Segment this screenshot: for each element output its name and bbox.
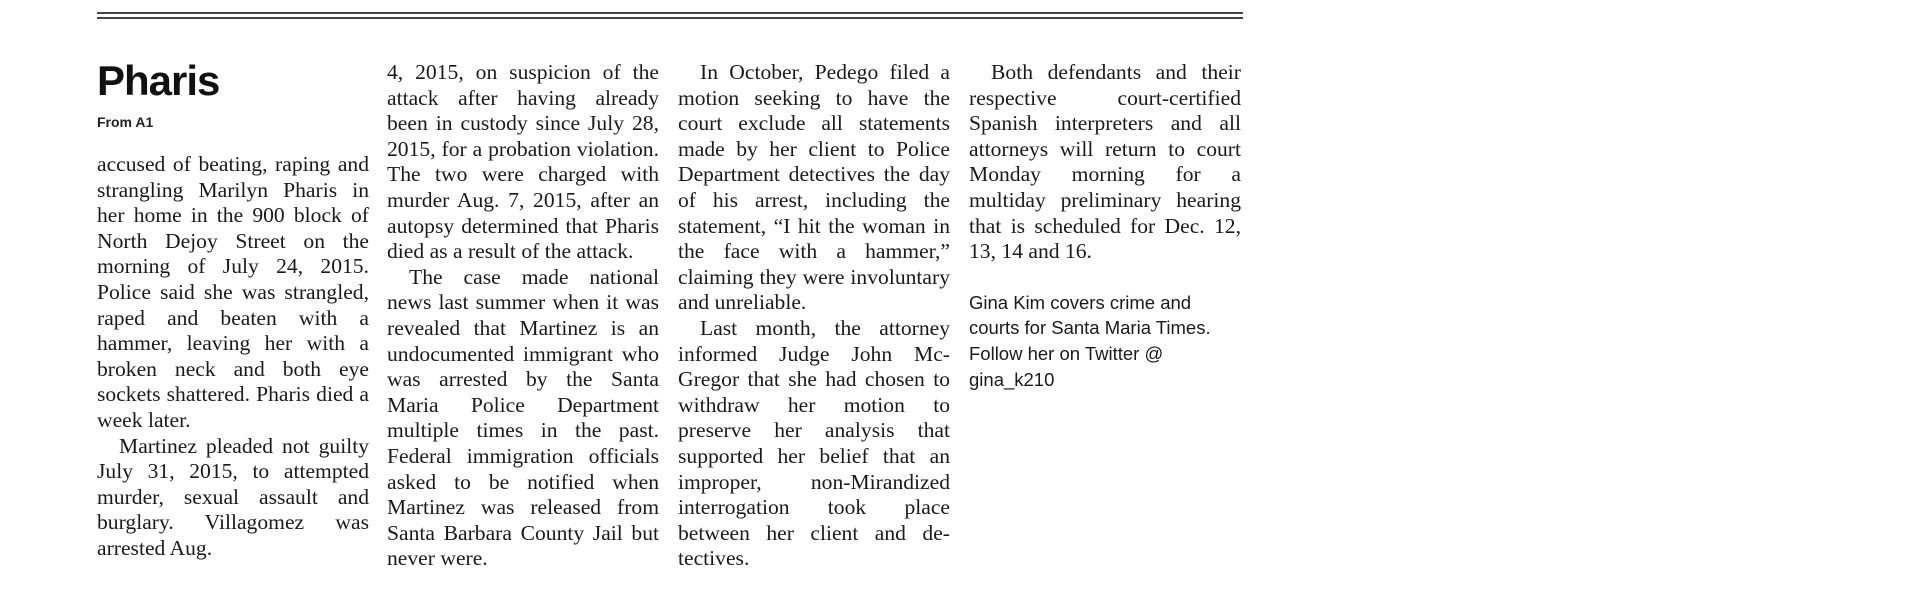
paragraph-4: In October, Pedego filed a motion seeking to have the court exclude all statements made by her client to Police Department detectives the day of his arrest, including the statement, “I hit the woman in the face with a hammer,” claiming they were involuntary and unreliable. <box>678 60 950 315</box>
author-tagline: Gina Kim covers crime and courts for Santa Maria Times. Follow her on Twitter @ gina_k210 <box>969 291 1211 390</box>
paragraph-5: Last month, the attorney informed Judge John McGregor that she had chosen to withdraw her motion to preserve her analysis that supported her belief that an improper, non-Mirandized interrogation took place between her client and detectives. <box>678 315 950 571</box>
header-rule-top <box>97 12 1243 14</box>
paragraph-2-continued: 4, 2015, on suspicion of the attack after having already been in custody since July 28, 2015, for a probation violation. The two were charged with murder Aug. 7, 2015, after an autopsy determined that Pharis died as a result of the attack. <box>387 60 659 264</box>
paragraph-1: accused of beating, raping and strangling Marilyn Pharis in her home in the 900 block of North Dejoy Street on the morning of July 24, 2015. Police said she was strangled, raped and beaten with a hammer, leaving her with a broken neck and both eye sockets shattered. Pharis died a week later. <box>97 152 369 432</box>
article-column-1 <box>97 57 369 562</box>
story-headline: Pharis <box>97 57 220 104</box>
paragraph-2: Martinez pleaded not guilty July 31, 2015, to attempted murder, sexual assault and burglary. Villagomez was arrested Aug. <box>97 433 369 560</box>
header-rule-bottom <box>97 17 1243 19</box>
article-column-4 <box>969 60 1241 392</box>
article-column-3 <box>678 60 950 572</box>
jump-line: From A1 <box>97 114 154 130</box>
paragraph-6: Both defendants and their respective court-certified Spanish interpreters and all attorneys will return to court Monday morning for a multiday preliminary hearing that is scheduled for Dec. 12, 13, 14 and 16. <box>969 60 1241 264</box>
article-column-2 <box>387 60 659 572</box>
paragraph-3: The case made national news last summer when it was revealed that Martinez is an undocumented immigrant who was arrested by the Santa Maria Police Department multiple times in the past. Federal immigration officials asked to be notified when Martinez was released from Santa Barbara County Jail but never were. <box>387 264 659 571</box>
